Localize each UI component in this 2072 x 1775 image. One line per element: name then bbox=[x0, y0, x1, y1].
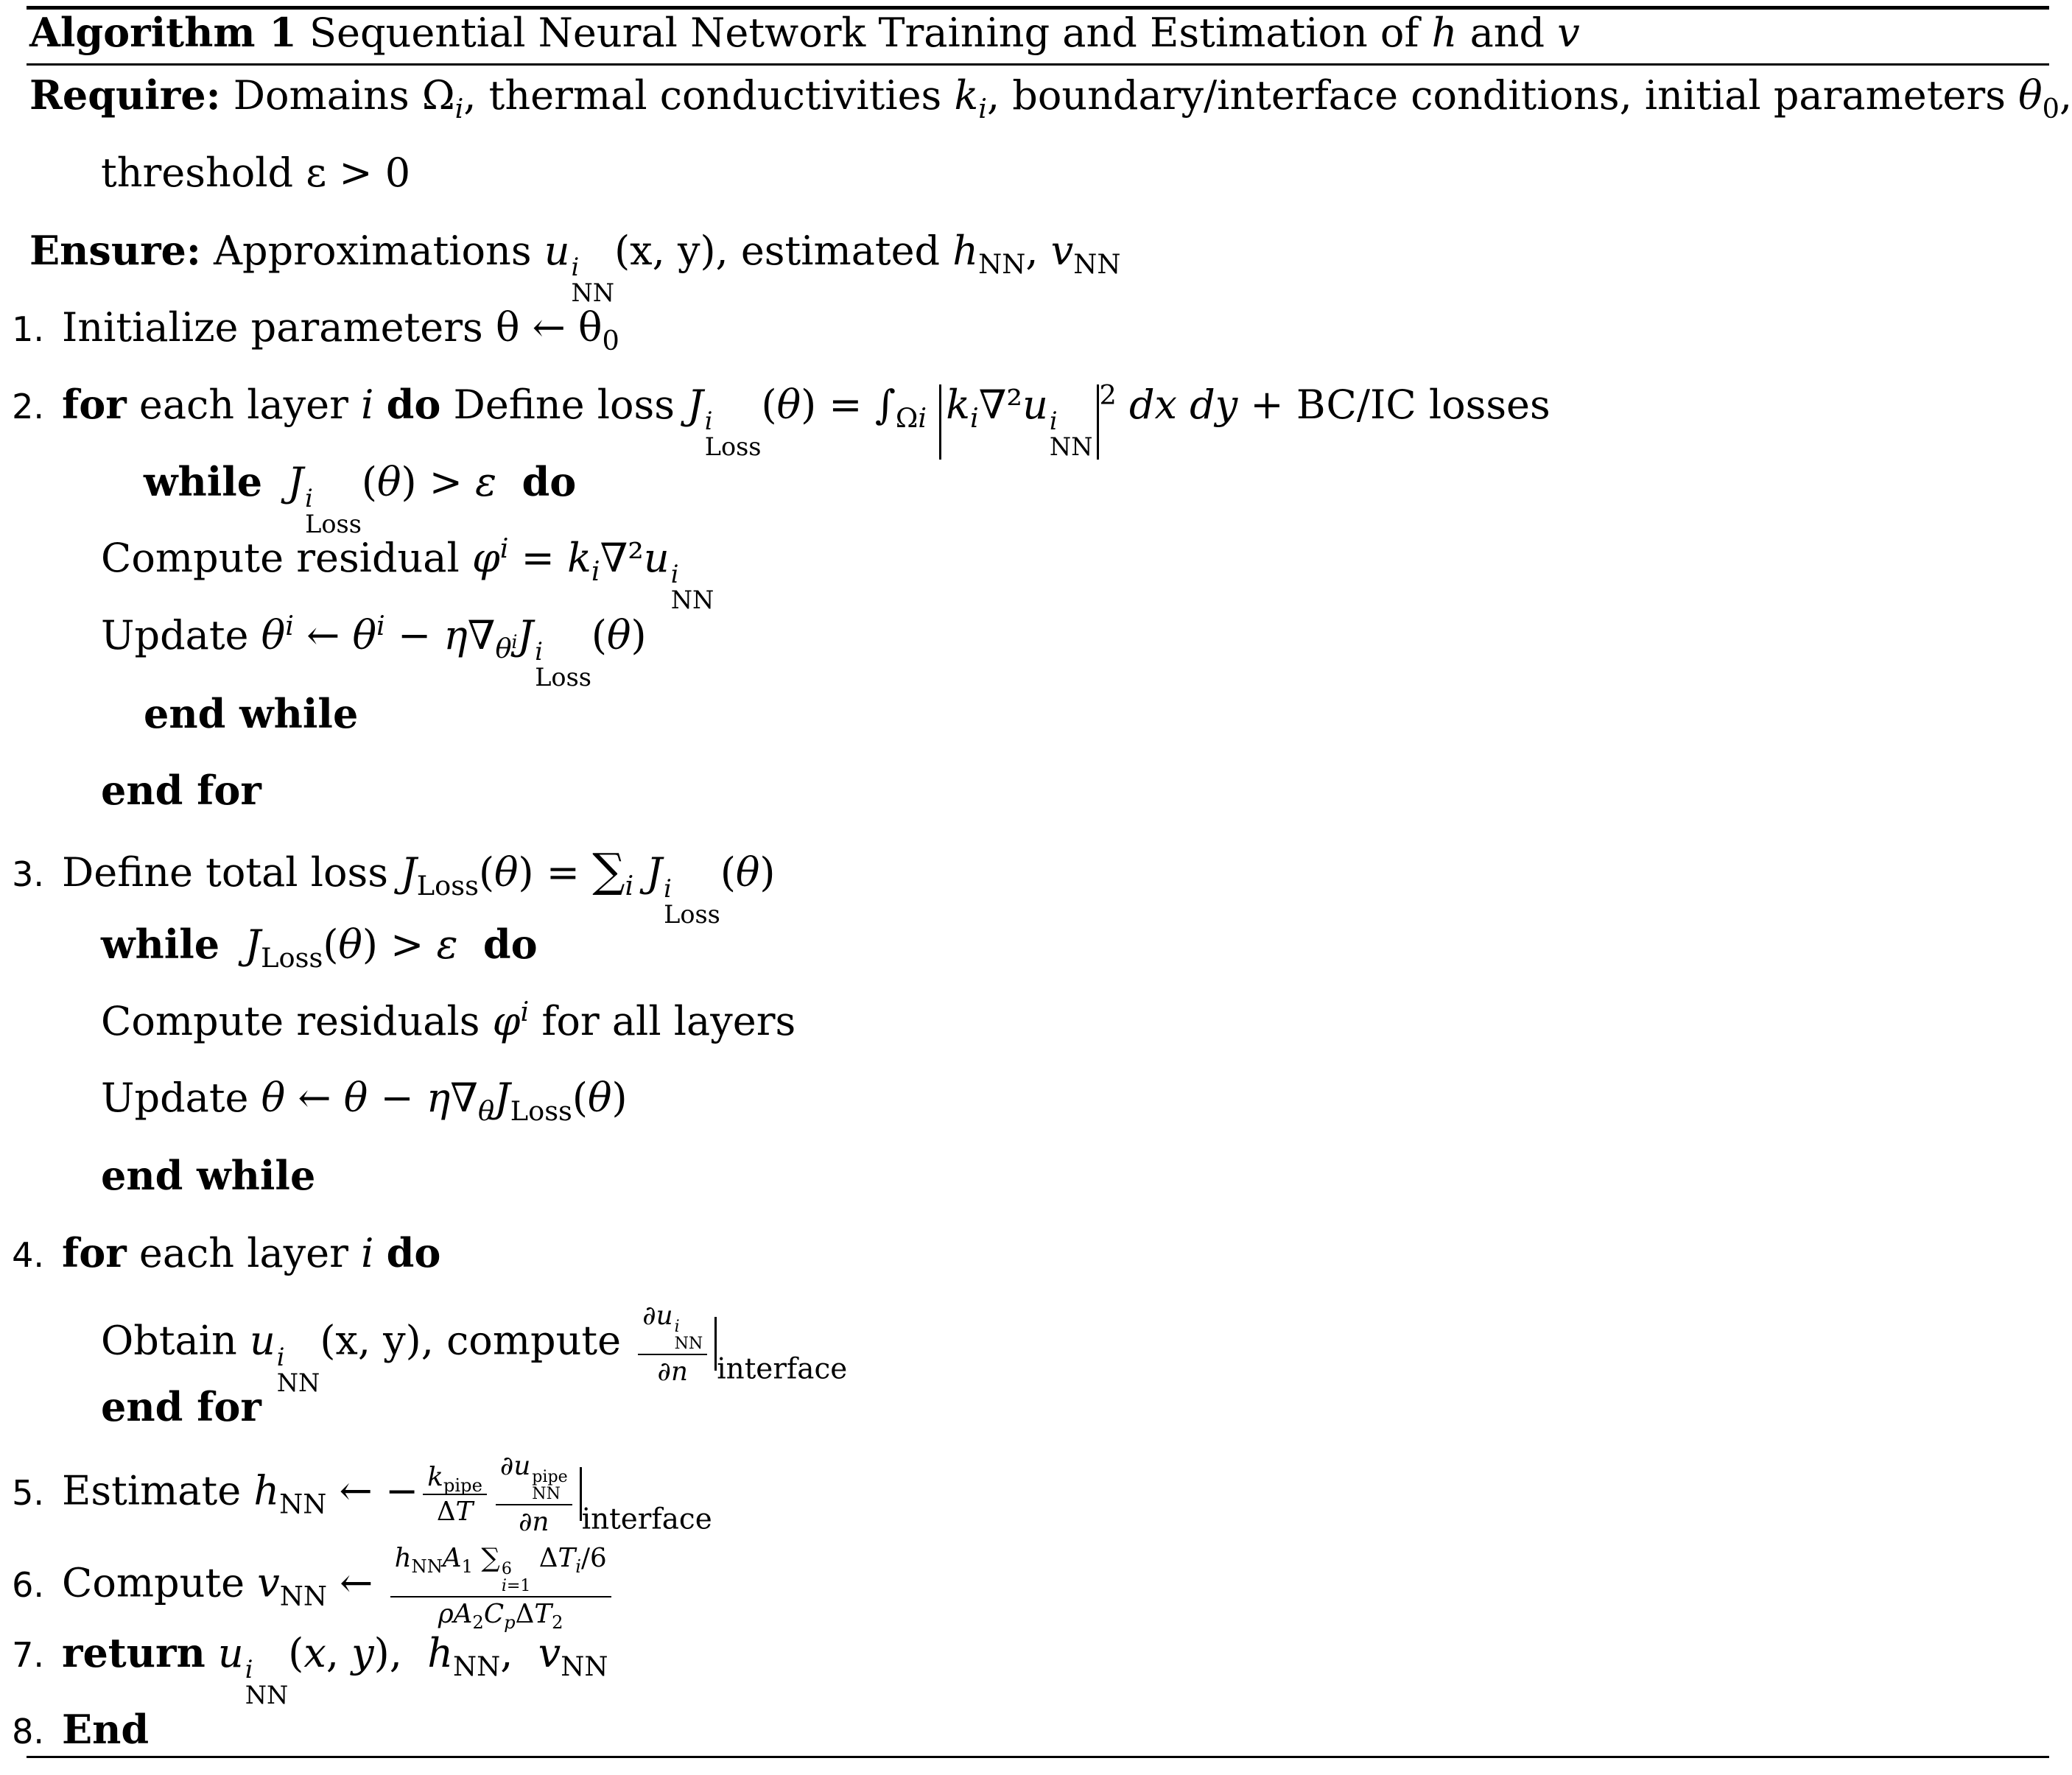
step-number: 7. bbox=[12, 1635, 44, 1675]
algorithm-header: Algorithm 1 Sequential Neural Network Training and Estimation of h and v bbox=[29, 9, 1580, 56]
step-5: 5. Estimate $h_{NN}$ ← − $\frac{k_{pipe}}{\Delta T}$ ∂u pipe NN ∂n $_{interface}$ bbox=[0, 1451, 712, 1537]
require-continuation: threshold ε > 0 bbox=[101, 150, 411, 196]
step-number: 5. bbox=[12, 1472, 44, 1513]
require-line: Require: Domains $\Omega_i$, thermal conductivities $k_i$, boundary/interface conditions, initial parameters $\theta_0$, bbox=[29, 71, 2072, 124]
step-number: 1. bbox=[12, 309, 44, 349]
ensure-label: Ensure: bbox=[29, 227, 201, 274]
step-4-obtain: Obtain u i NN (x, y), compute ∂u i NN ∂n $_{interface}$ bbox=[101, 1301, 848, 1397]
header-rule bbox=[27, 63, 2049, 66]
step-8: 8. End bbox=[0, 1709, 149, 1750]
step-3-update: Update θ ← $\theta - \eta\nabla_\theta J_{Loss}(\theta)$ bbox=[101, 1075, 628, 1127]
step-7: 7. return u i NN (x, y), $h_{NN}$, $v_{NN}$ bbox=[0, 1633, 608, 1708]
step-number: 2. bbox=[12, 387, 44, 426]
step-2: 2. for each layer i do Define loss J i Loss $(\theta) = \int_{\Omega i}$ $k_i\nabla^2u$ i NN $^2$ dx dy + BC/IC losses bbox=[0, 384, 1551, 460]
require-label: Require: bbox=[29, 71, 221, 119]
step-3-residuals: Compute residuals $\varphi^i$ for all layers bbox=[101, 995, 796, 1044]
step-2-while: while J i Loss (θ) > ε do bbox=[144, 458, 577, 539]
algorithm-title: Sequential Neural Network Training and Estimation of bbox=[309, 10, 1419, 56]
step-3: 3. Define total loss $J_{Loss}(\theta) = \sum_i$ J i Loss (θ) bbox=[0, 848, 776, 927]
step-2-end-for: end for bbox=[101, 767, 261, 814]
ensure-line: Ensure: Approximations u i NN (x, y), estimated $h_{NN}$, $v_{NN}$ bbox=[29, 227, 1121, 308]
step-2-end-while: end while bbox=[144, 690, 359, 737]
algorithm-label: Algorithm 1 bbox=[29, 9, 297, 56]
bottom-rule bbox=[27, 1756, 2049, 1758]
step-2-residual: Compute residual $\varphi^i = k_i\nabla^2u$ i NN bbox=[101, 532, 714, 615]
step-3-end-while: end while bbox=[101, 1152, 316, 1199]
step-number: 4. bbox=[12, 1235, 44, 1275]
step-number: 6. bbox=[12, 1564, 44, 1605]
step-4: 4. for each layer i do bbox=[0, 1233, 440, 1273]
step-4-end-for: end for bbox=[101, 1383, 261, 1430]
step-number: 3. bbox=[12, 854, 44, 894]
step-6: 6. Compute $v_{NN}$ ← $h_{NN}A_1$ ∑ 6 i=1 $\Delta T_i/6$ $\rho A_2C_p\Delta T_2$ bbox=[0, 1543, 616, 1629]
step-3-while: while $J_{Loss}(\theta) > \varepsilon$ do bbox=[101, 921, 538, 974]
step-2-update: Update $\theta^i$ ← $\theta^i - \eta\nabla_{\theta^i}J$ i Loss (θ) bbox=[101, 609, 647, 692]
step-number: 8. bbox=[12, 1712, 44, 1751]
step-1: 1. Initialize parameters θ ← $\theta_0$ bbox=[0, 308, 619, 348]
